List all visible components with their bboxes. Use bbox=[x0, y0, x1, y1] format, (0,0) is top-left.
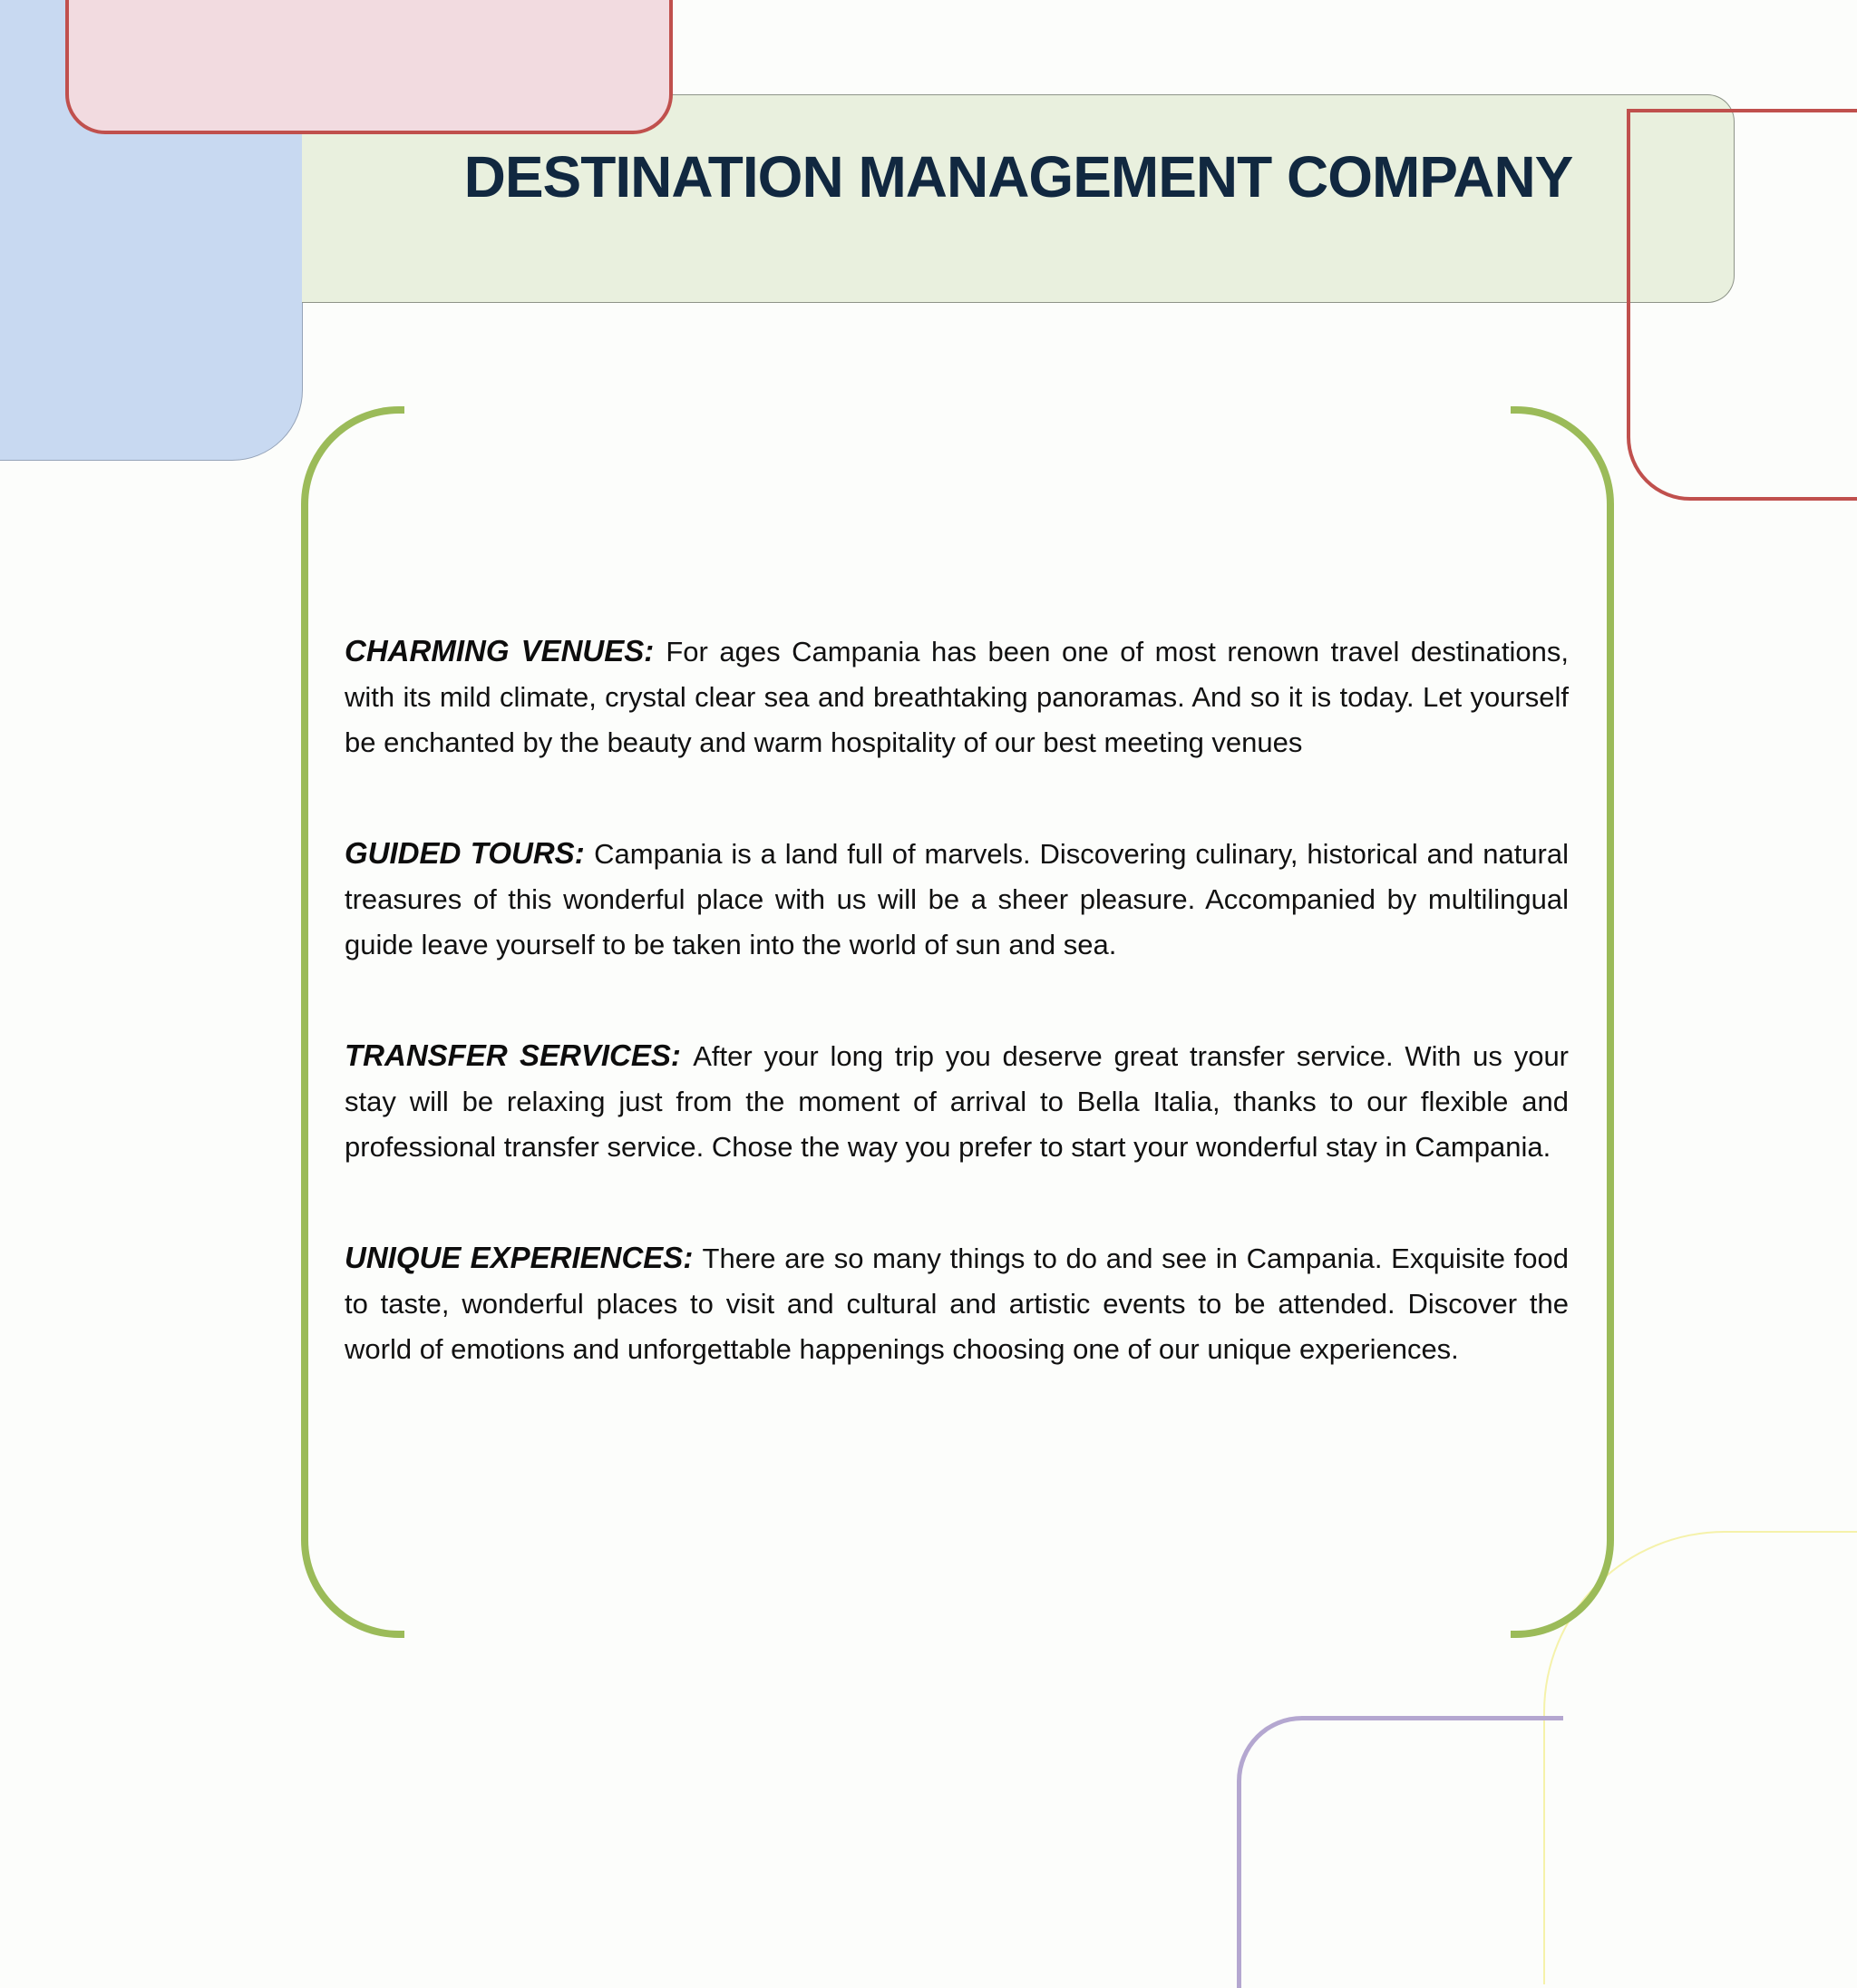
section-unique-experiences bbox=[345, 1235, 1569, 1372]
section-heading: CHARMING VENUES: bbox=[345, 634, 666, 668]
decorative-pink-block bbox=[65, 0, 673, 134]
section-transfer-services bbox=[345, 1033, 1569, 1170]
section-text: After your long trip you deserve great transfer service. With us your stay will be relaxing just from the moment of arrival to Bella Italia, thanks to our flexible and professional transfer service. Chose the way you prefer to start your wonderful stay in Campania. bbox=[345, 1040, 1570, 1163]
section-heading: UNIQUE EXPERIENCES: bbox=[345, 1241, 703, 1274]
section-heading: GUIDED TOURS: bbox=[345, 836, 595, 870]
section-charming-venues bbox=[345, 629, 1569, 765]
section-text: There are so many things to do and see in Campania. Exquisite food to taste, wonderful places to visit and cultural and artistic events to be attended. Discover the world of emotions and unforgettable happenings choosing one of our unique experiences. bbox=[345, 1242, 1569, 1365]
section-text: For ages Campania has been one of most renown travel destinations, with its mild climate, crystal clear sea and breathtaking panoramas. And so it is today. Let yourself be enchanted by the beauty and warm hospitality of our best meeting venues bbox=[345, 636, 1569, 758]
section-heading: TRANSFER SERVICES: bbox=[345, 1038, 694, 1072]
services-content bbox=[345, 629, 1569, 1437]
decorative-purple-arc bbox=[1237, 1716, 1563, 1988]
page-title: DESTINATION MANAGEMENT COMPANY bbox=[463, 144, 1573, 210]
section-guided-tours bbox=[345, 831, 1569, 968]
section-text: Campania is a land full of marvels. Discovering culinary, historical and natural treasures of this wonderful place with us will be a sheer pleasure. Accompanied by multilingual guide leave yourself to be taken into the world of sun and sea. bbox=[345, 838, 1570, 960]
